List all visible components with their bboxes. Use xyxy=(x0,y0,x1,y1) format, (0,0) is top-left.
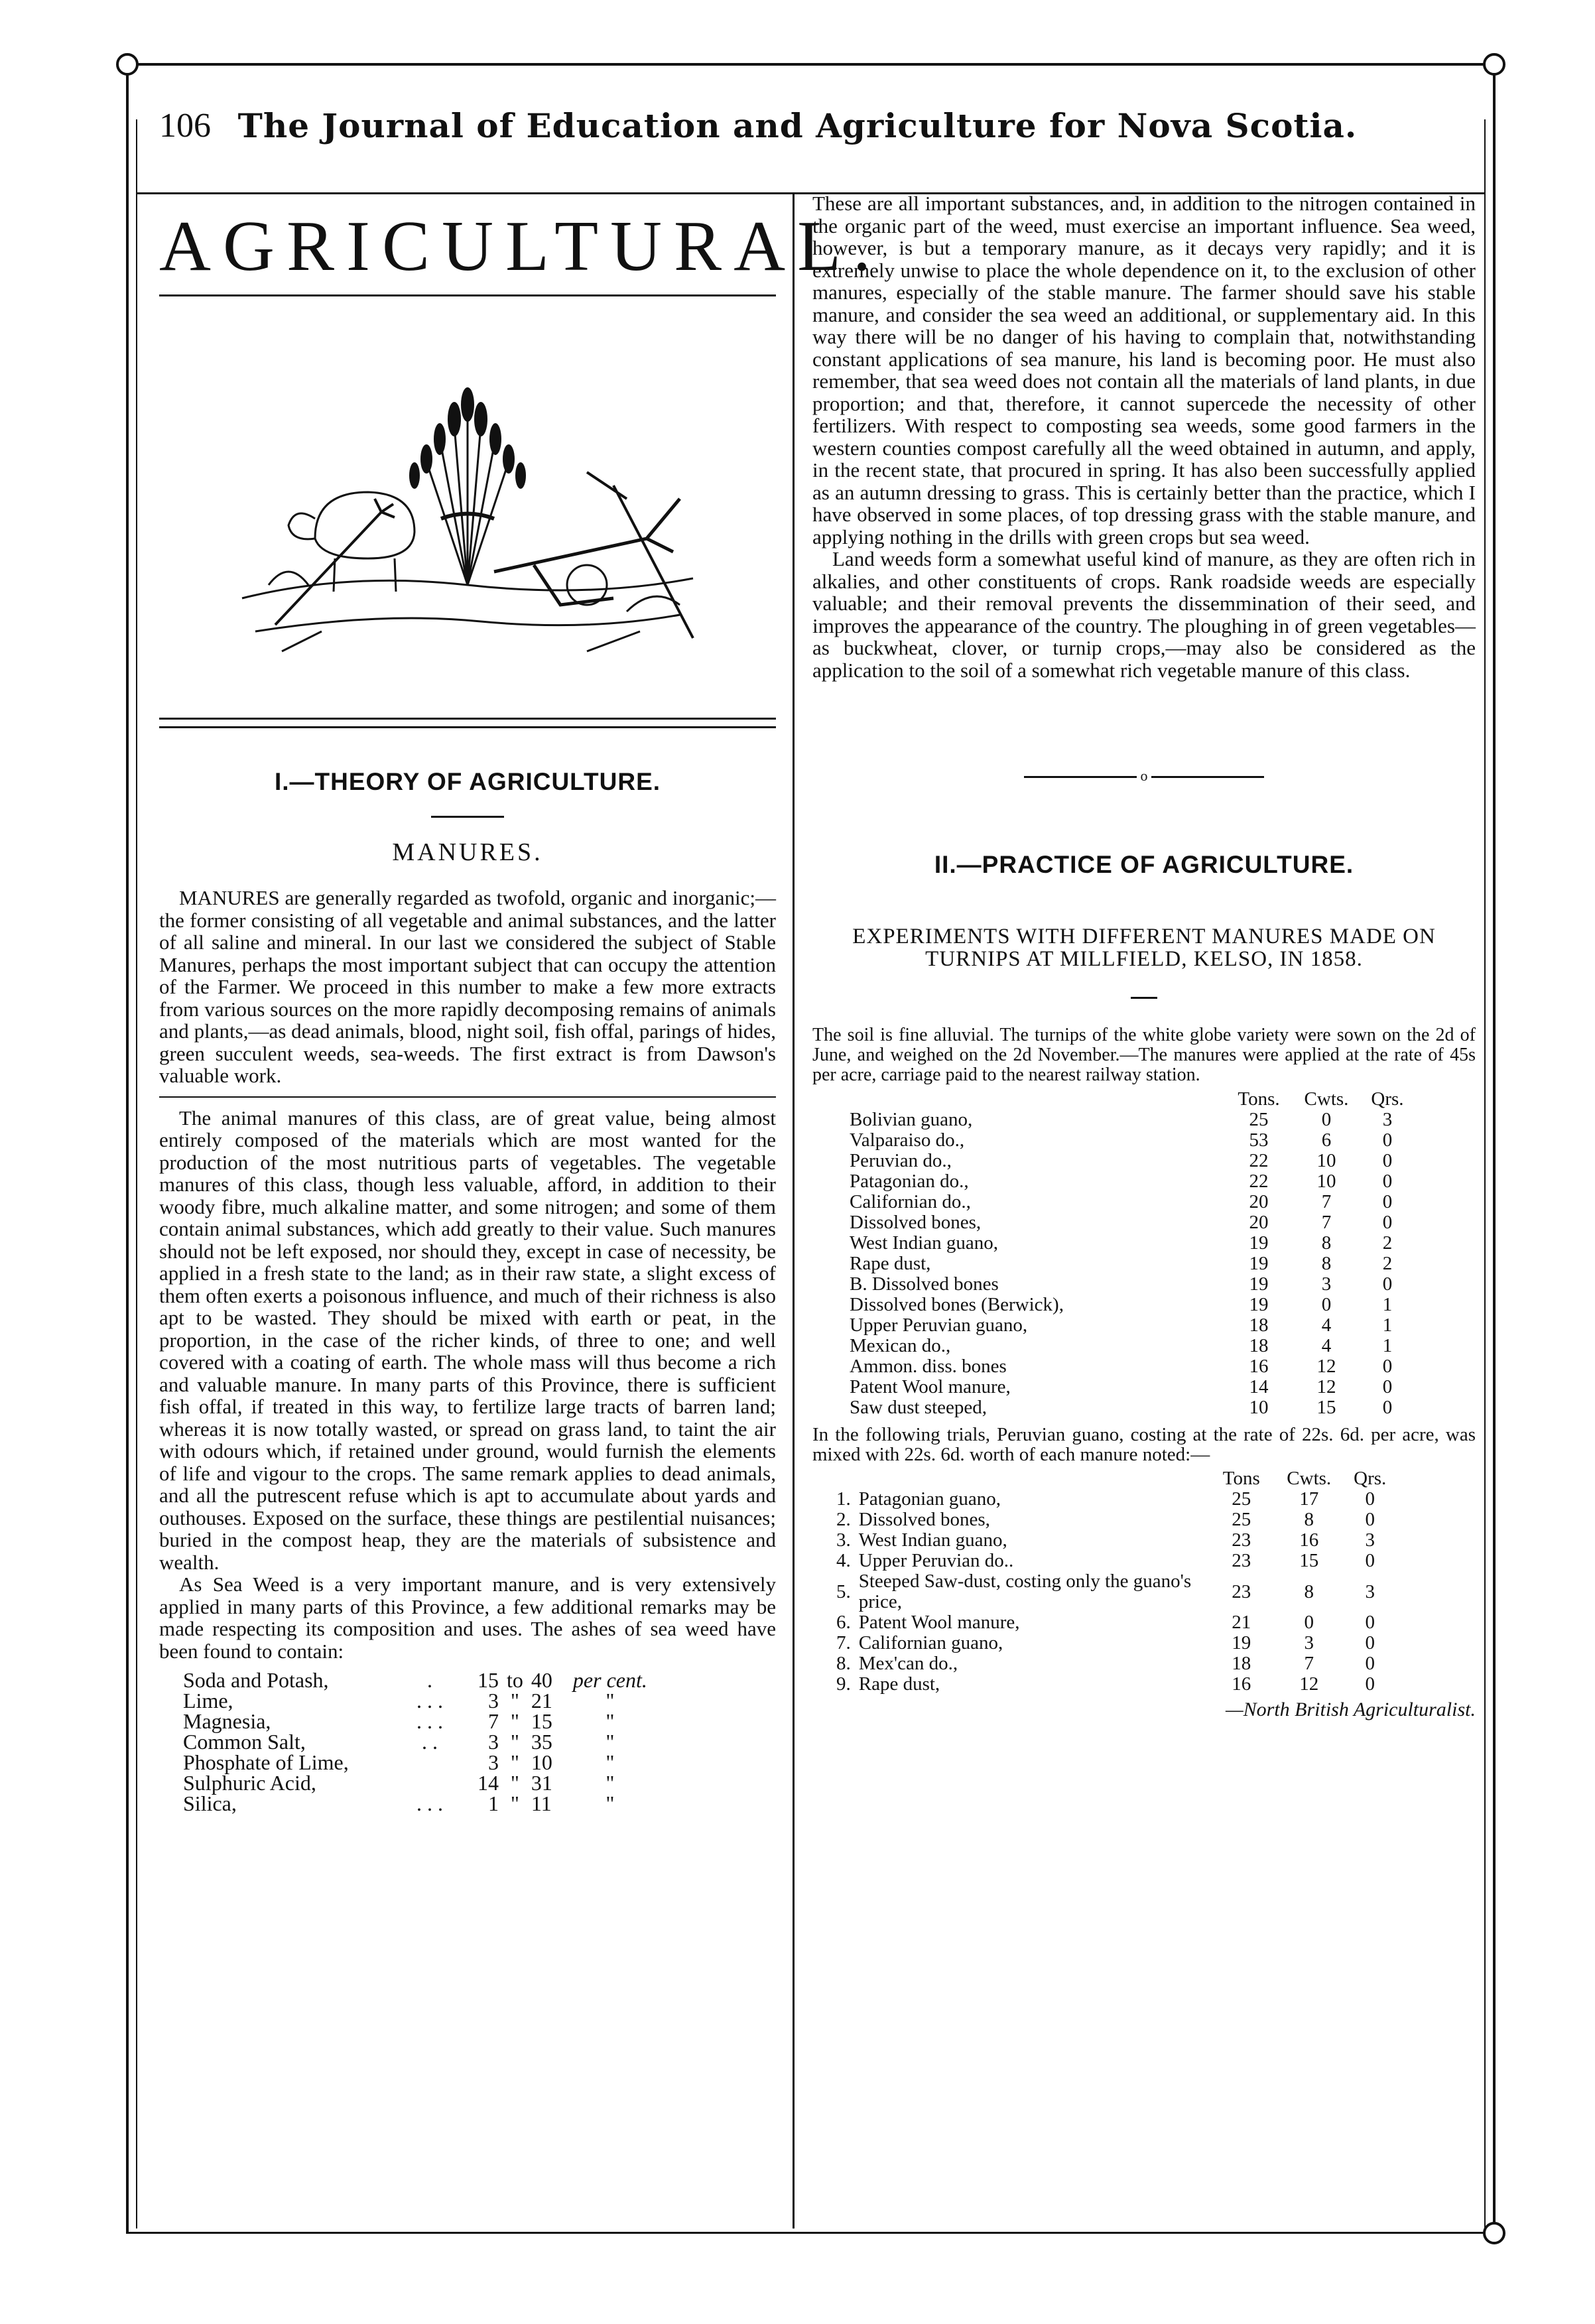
table-row xyxy=(179,1670,664,1691)
range-unit: " xyxy=(606,1750,615,1774)
qrs-value: 2 xyxy=(1382,1232,1393,1254)
manure-name: Peruvian do., xyxy=(850,1150,952,1171)
table-row xyxy=(846,1192,1415,1212)
cwts-value: 15 xyxy=(1299,1550,1319,1571)
frame-top-border xyxy=(126,63,1496,66)
trial-manure: Rape dust, xyxy=(858,1673,940,1695)
table-row xyxy=(846,1336,1415,1356)
tons-value: 16 xyxy=(1232,1673,1251,1695)
frame-right-inner-border xyxy=(1484,119,1486,2228)
qrs-value: 0 xyxy=(1365,1632,1375,1653)
cwts-value: 4 xyxy=(1321,1315,1332,1336)
experiment-intro: The soil is fine alluvial. The turnips of the white globe variety were sown on the 2d of June, and weighed on the 2d November.—The manures were applied at the rate of 45s per acre, carriage paid to the nearest railway station. xyxy=(812,1025,1476,1085)
table-row xyxy=(179,1732,664,1752)
qrs-value: 0 xyxy=(1382,1356,1393,1377)
tons-value: 14 xyxy=(1249,1376,1269,1397)
page-number: 106 xyxy=(159,107,211,145)
manure-name: Valparaiso do., xyxy=(850,1130,965,1151)
qrs-value: 0 xyxy=(1382,1191,1393,1212)
tons-value: 19 xyxy=(1249,1294,1269,1315)
range-separator: to xyxy=(507,1668,523,1692)
trial-manure: West Indian guano, xyxy=(858,1529,1007,1551)
trial-manure: Californian guano, xyxy=(858,1632,1003,1653)
frame-left-border xyxy=(126,63,129,2232)
table-row xyxy=(179,1752,664,1773)
table-row xyxy=(846,1212,1415,1233)
experiments-title: EXPERIMENTS WITH DIFFERENT MANURES MADE ON TURNIPS AT MILLFIELD, KELSO, IN 1858. xyxy=(852,925,1436,971)
qrs-value: 3 xyxy=(1365,1581,1375,1602)
manure-name: Patent Wool manure, xyxy=(850,1376,1011,1397)
tons-value: 53 xyxy=(1249,1130,1269,1151)
table-row xyxy=(179,1793,664,1814)
table-row xyxy=(832,1674,1397,1695)
tons-value: 19 xyxy=(1232,1632,1251,1653)
qrs-value: 0 xyxy=(1382,1130,1393,1151)
cwts-value: 6 xyxy=(1321,1130,1332,1151)
paragraph: MANURES are generally regarded as twofold, organic and inorganic;—the former consisting of all vegetable and animal substances, and the latter of all saline and mineral. In our last we considered the subject of Stable Manures, perhaps the most important subject that can occupy the attention of the Farmer. We proceed in this number to make a few more extracts from various sources on the more rapidly decomposing remains of animals and plants,—as dead animals, blood, night soil, fish offal, parings of hides, green succulent weeds, sea-weeds. The first extract is from Dawson's valuable work. xyxy=(159,886,776,1087)
column-header: Cwts. xyxy=(1304,1088,1349,1110)
table-row xyxy=(832,1571,1397,1612)
section-heading-theory: I.—THEORY OF AGRICULTURE. xyxy=(274,768,661,795)
column-header: Cwts. xyxy=(1287,1468,1332,1489)
trial-number: 1. xyxy=(836,1488,851,1510)
column-header: Qrs. xyxy=(1371,1088,1404,1110)
trial-manure: Steeped Saw-dust, costing only the guano's price, xyxy=(858,1571,1192,1612)
range-from: 14 xyxy=(478,1771,499,1795)
qrs-value: 1 xyxy=(1382,1335,1393,1356)
tons-value: 19 xyxy=(1249,1253,1269,1274)
range-to: 40 xyxy=(531,1668,552,1692)
tons-value: 20 xyxy=(1249,1212,1269,1233)
leader-dots xyxy=(386,1773,474,1793)
turnip-results-table xyxy=(846,1089,1415,1418)
column-divider xyxy=(793,192,795,2228)
range-from: 3 xyxy=(488,1750,499,1774)
tons-value: 19 xyxy=(1249,1273,1269,1295)
tons-value: 18 xyxy=(1249,1335,1269,1356)
table-row xyxy=(846,1356,1415,1377)
table-row xyxy=(846,1274,1415,1295)
tons-value: 19 xyxy=(1249,1232,1269,1254)
short-rule xyxy=(431,816,504,818)
manure-name: Dissolved bones, xyxy=(850,1212,982,1233)
table-row xyxy=(832,1489,1397,1510)
cwts-value: 0 xyxy=(1304,1612,1314,1633)
table-row xyxy=(846,1377,1415,1397)
range-to: 15 xyxy=(531,1709,552,1733)
qrs-value: 0 xyxy=(1365,1550,1375,1571)
section-rule xyxy=(159,718,776,720)
title-rule xyxy=(159,294,776,296)
qrs-value: 0 xyxy=(1382,1376,1393,1397)
table-row xyxy=(846,1110,1415,1130)
manure-name: B. Dissolved bones xyxy=(850,1273,999,1295)
cwts-value: 16 xyxy=(1299,1529,1319,1551)
corner-ornament-icon xyxy=(1483,53,1505,76)
cwts-value: 15 xyxy=(1316,1397,1336,1418)
cwts-value: 8 xyxy=(1321,1253,1332,1274)
range-unit: " xyxy=(606,1791,615,1815)
range-separator: " xyxy=(510,1750,519,1774)
column-header: Qrs. xyxy=(1354,1468,1387,1489)
attribution: —North British Agriculturalist. xyxy=(1225,1699,1476,1720)
ash-substance: Magnesia, xyxy=(183,1709,271,1733)
table-row xyxy=(846,1233,1415,1254)
corner-ornament-icon xyxy=(116,53,139,76)
trial-manure: Patent Wool manure, xyxy=(858,1612,1020,1633)
section-heading-practice: II.—PRACTICE OF AGRICULTURE. xyxy=(934,851,1354,878)
department-title: AGRICULTURAL. xyxy=(159,207,883,286)
range-unit: " xyxy=(606,1730,615,1754)
paragraph: Land weeds form a somewhat useful kind of manure, as they are often rich in alkalies, and other constituents of crops. Rank roadside weeds are especially valuable; and their removal prevents the dissemmination of their seed, and improves the appearance of the country. The ploughing in of green vegetables—as buckwheat, clover, or turnip crops,—may also be considered as the application to the soil of a somewhat rich vegetable manure of this class. xyxy=(812,547,1476,682)
range-from: 15 xyxy=(478,1668,499,1692)
ash-substance: Soda and Potash, xyxy=(183,1668,329,1692)
cwts-value: 7 xyxy=(1321,1191,1332,1212)
ash-composition-table xyxy=(179,1670,664,1814)
qrs-value: 0 xyxy=(1382,1273,1393,1295)
corner-ornament-icon xyxy=(1483,2222,1505,2244)
manure-name: Upper Peruvian guano, xyxy=(850,1315,1028,1336)
tons-value: 20 xyxy=(1249,1191,1269,1212)
short-rule xyxy=(1131,997,1157,999)
tons-value: 23 xyxy=(1232,1581,1251,1602)
table-row xyxy=(846,1397,1415,1418)
qrs-value: 0 xyxy=(1382,1212,1393,1233)
range-from: 3 xyxy=(488,1730,499,1754)
qrs-value: 0 xyxy=(1365,1673,1375,1695)
range-unit: " xyxy=(606,1771,615,1795)
range-to: 11 xyxy=(531,1791,552,1815)
divider-mark: o xyxy=(1140,767,1148,784)
table-header-blank xyxy=(846,1089,1225,1110)
qrs-value: 0 xyxy=(1382,1171,1393,1192)
tons-value: 23 xyxy=(1232,1550,1251,1571)
trial-number: 5. xyxy=(836,1581,851,1602)
quote-rule xyxy=(159,1096,776,1098)
ash-substance: Silica, xyxy=(183,1791,237,1815)
cwts-value: 4 xyxy=(1321,1335,1332,1356)
cwts-value: 0 xyxy=(1321,1294,1332,1315)
trial-number: 8. xyxy=(836,1653,851,1674)
trial-number: 7. xyxy=(836,1632,851,1653)
leader-dots: . . . xyxy=(416,1709,443,1733)
cwts-value: 17 xyxy=(1299,1488,1319,1510)
divider-ornament xyxy=(812,767,1476,785)
table-header-blank xyxy=(832,1468,855,1489)
paragraph: As Sea Weed is a very important manure, and is very extensively applied in many parts of this Province, a few additional remarks may be made respecting its composition and uses. The ashes of sea weed have been found to contain: xyxy=(159,1573,776,1663)
tons-value: 25 xyxy=(1232,1488,1251,1510)
table-row xyxy=(846,1295,1415,1315)
tons-value: 22 xyxy=(1249,1150,1269,1171)
leader-dots xyxy=(386,1752,474,1773)
running-head: The Journal of Education and Agriculture for Nova Scotia. xyxy=(237,106,1358,145)
trial-number: 6. xyxy=(836,1612,851,1633)
right-column xyxy=(812,192,1476,1721)
table-header-row xyxy=(832,1468,1397,1489)
ash-substance: Common Salt, xyxy=(183,1730,306,1754)
trial-number: 9. xyxy=(836,1673,851,1695)
table-row xyxy=(179,1691,664,1711)
cwts-value: 10 xyxy=(1316,1150,1336,1171)
range-from: 1 xyxy=(488,1791,499,1815)
ash-substance: Lime, xyxy=(183,1689,233,1712)
qrs-value: 3 xyxy=(1365,1529,1375,1551)
trial-number: 2. xyxy=(836,1509,851,1530)
qrs-value: 0 xyxy=(1365,1509,1375,1530)
left-column xyxy=(159,192,883,1815)
leader-dots: . . xyxy=(422,1730,438,1754)
range-unit: per cent. xyxy=(572,1668,647,1692)
tons-value: 22 xyxy=(1249,1171,1269,1192)
range-from: 3 xyxy=(488,1689,499,1712)
trials-results-table xyxy=(832,1468,1397,1695)
table-row xyxy=(846,1315,1415,1336)
column-header: Tons xyxy=(1222,1468,1260,1489)
tons-value: 23 xyxy=(1232,1529,1251,1551)
manure-name: Ammon. diss. bones xyxy=(850,1356,1007,1377)
table-row xyxy=(846,1130,1415,1151)
ash-substance: Sulphuric Acid, xyxy=(183,1771,316,1795)
column-header: Tons. xyxy=(1238,1088,1280,1110)
range-separator: " xyxy=(510,1730,519,1754)
cwts-value: 7 xyxy=(1304,1653,1314,1674)
tons-value: 21 xyxy=(1232,1612,1251,1633)
qrs-value: 1 xyxy=(1382,1315,1393,1336)
cwts-value: 12 xyxy=(1316,1376,1336,1397)
table-row xyxy=(179,1773,664,1793)
tons-value: 10 xyxy=(1249,1397,1269,1418)
range-to: 31 xyxy=(531,1771,552,1795)
range-from: 7 xyxy=(488,1709,499,1733)
table-row xyxy=(846,1254,1415,1274)
cwts-value: 12 xyxy=(1299,1673,1319,1695)
table-row xyxy=(832,1633,1397,1653)
qrs-value: 1 xyxy=(1382,1294,1393,1315)
leader-dots: . xyxy=(427,1668,432,1692)
section-rule xyxy=(159,726,776,728)
table-row xyxy=(179,1711,664,1732)
range-to: 35 xyxy=(531,1730,552,1754)
range-unit: " xyxy=(606,1709,615,1733)
frame-left-inner-border xyxy=(136,119,137,2228)
cwts-value: 3 xyxy=(1321,1273,1332,1295)
table-row xyxy=(832,1530,1397,1551)
qrs-value: 0 xyxy=(1365,1612,1375,1633)
agricultural-vignette-icon xyxy=(216,320,720,691)
qrs-value: 0 xyxy=(1382,1397,1393,1418)
trial-number: 3. xyxy=(836,1529,851,1551)
trial-manure: Patagonian guano, xyxy=(858,1488,1001,1510)
cwts-value: 0 xyxy=(1321,1109,1332,1130)
qrs-value: 0 xyxy=(1365,1653,1375,1674)
cwts-value: 10 xyxy=(1316,1171,1336,1192)
table-row xyxy=(832,1551,1397,1571)
range-unit: " xyxy=(606,1689,615,1712)
cwts-value: 8 xyxy=(1304,1509,1314,1530)
tons-value: 18 xyxy=(1232,1653,1251,1674)
range-separator: " xyxy=(510,1689,519,1712)
manure-name: Californian do., xyxy=(850,1191,971,1212)
table-header-row xyxy=(846,1089,1415,1110)
tons-value: 25 xyxy=(1232,1509,1251,1530)
tons-value: 25 xyxy=(1249,1109,1269,1130)
ash-substance: Phosphate of Lime, xyxy=(183,1750,349,1774)
paragraph: The animal manures of this class, are of great value, being almost entirely composed of the materials which are most wanted for the production of the most nutritious parts of vegetables. The vegetable manures of this class, though less valuable, afford, in addition to their woody fibre, much alkaline matter, and some nitrogen; and some of them contain animal substances, which add greatly to their value. Such manures should not be left exposed, nor should they, except in case of necessity, be applied in a fresh state to the land; as in their raw state, a slight excess of them often exerts a poisonous influence, and much of their richness is also apt to be wasted. They should be mixed with earth or peat, in the proportion, in the case of the richer kinds, of three to one; and well covered with a coating of earth. The whole mass will thus become a rich and valuable manure. In many parts of this Province, there is sufficient fish offal, if treated in this way, to fertilize large tracts of barren land; whereas it is now totally wasted, or spread on grass land, to taint the air with odours which, if retained under ground, would furnish the elements of life and vigour to the crops. The same remark applies to dead animals, and all the putrescent refuse which is apt to accumulate about yards and outhouses. Exposed on the surface, these things are pestilential nuisances; buried in the compost heap, they are the materials of subsistence and wealth. xyxy=(159,1106,776,1574)
paragraph: These are all important substances, and, in addition to the nitrogen contained in the organic part of the weed, must exercise an important influence. Sea weed, however, is but a temporary manure, as it decays very rapidly; and it is extremely unwise to place the whole dependence on it, to the exclusion of other manures, especially of the stable manure. The farmer should save his stable manure, and consider the sea weed an additional, or supplementary aid. In this way there will be no danger of his having to complain that, notwithstanding constant applications of sea manure, his land is becoming poor. He must also remember, that sea weed does not contain all the materials of land plants, in due proportion; and that, therefore, it cannot supercede the necessity of other fertilizers. With respect to composting sea weeds, some good farmers in the western counties compost carefully all the weed obtained in autumn, and apply, in the recent state, that procured in spring. It has also been successfully applied as an autumn dressing to grass. This is certainly better than the practice, which I have observed in some places, of top dressing grass with the stable manure, and applying nothing in the drills with green crops but sea weed. xyxy=(812,192,1476,549)
frame-bottom-border xyxy=(126,2232,1496,2234)
leader-dots: . . . xyxy=(416,1689,443,1712)
manure-name: Dissolved bones (Berwick), xyxy=(850,1294,1064,1315)
trials-intro: In the following trials, Peruvian guano, costing at the rate of 22s. 6d. per acre, was mixed with 22s. 6d. worth of each manure noted:— xyxy=(812,1424,1476,1465)
cwts-value: 8 xyxy=(1304,1581,1314,1602)
qrs-value: 0 xyxy=(1382,1150,1393,1171)
qrs-value: 2 xyxy=(1382,1253,1393,1274)
qrs-value: 3 xyxy=(1382,1109,1393,1130)
table-row xyxy=(832,1612,1397,1633)
cwts-value: 3 xyxy=(1304,1632,1314,1653)
manure-name: Saw dust steeped, xyxy=(850,1397,987,1418)
trial-manure: Upper Peruvian do.. xyxy=(858,1550,1014,1571)
cwts-value: 7 xyxy=(1321,1212,1332,1233)
tons-value: 16 xyxy=(1249,1356,1269,1377)
cwts-value: 12 xyxy=(1316,1356,1336,1377)
cwts-value: 8 xyxy=(1321,1232,1332,1254)
range-to: 10 xyxy=(531,1750,552,1774)
table-header-blank xyxy=(855,1468,1208,1489)
table-row xyxy=(846,1171,1415,1192)
range-separator: " xyxy=(510,1791,519,1815)
manure-name: Patagonian do., xyxy=(850,1171,969,1192)
range-separator: " xyxy=(510,1709,519,1733)
table-row xyxy=(832,1510,1397,1530)
leader-dots: . . . xyxy=(416,1791,443,1815)
table-row xyxy=(846,1151,1415,1171)
trial-manure: Mex'can do., xyxy=(858,1653,958,1674)
range-separator: " xyxy=(510,1771,519,1795)
trial-number: 4. xyxy=(836,1550,851,1571)
subheading-manures: MANURES. xyxy=(392,838,543,866)
tons-value: 18 xyxy=(1249,1315,1269,1336)
qrs-value: 0 xyxy=(1365,1488,1375,1510)
manure-name: Mexican do., xyxy=(850,1335,951,1356)
manure-name: West Indian guano, xyxy=(850,1232,998,1254)
trial-manure: Dissolved bones, xyxy=(858,1509,990,1530)
frame-right-border xyxy=(1493,63,1496,2232)
range-to: 21 xyxy=(531,1689,552,1712)
table-row xyxy=(832,1653,1397,1674)
manure-name: Bolivian guano, xyxy=(850,1109,973,1130)
manure-name: Rape dust, xyxy=(850,1253,931,1274)
